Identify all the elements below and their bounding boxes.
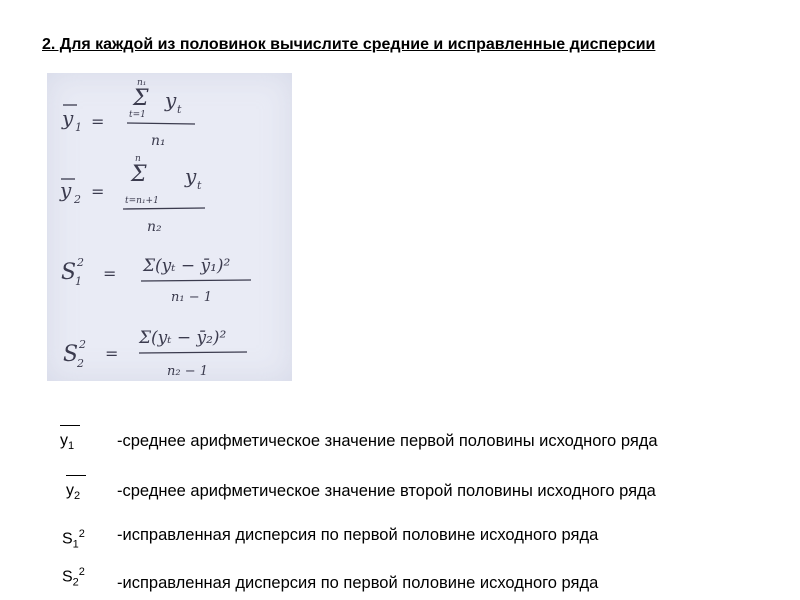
symbol-sup: 2 (78, 528, 85, 540)
formula-s2-denominator: n₂ − 1 (167, 364, 209, 379)
symbol-main: S (62, 568, 73, 586)
formula-y1-summand: y (165, 88, 177, 112)
formula-y1-denominator: n₁ (151, 133, 166, 149)
formula-s2-lhs-sub: 2 (77, 357, 84, 370)
formula-s2-lhs-sup: 2 (79, 338, 86, 351)
definition-text: -исправленная дисперсия по первой половине исходного ряда (117, 526, 599, 544)
formula-y1-lhs-sub: 1 (75, 121, 82, 134)
formula-y1-lhs: y (62, 106, 74, 130)
formula-y2-sum-top: n (135, 154, 141, 164)
definition-symbol (62, 528, 85, 551)
symbol-main: y (60, 432, 68, 449)
formula-s2-numerator: Σ(yₜ − ȳ₂)² (139, 328, 227, 348)
formula-y1-sum-top: n₁ (137, 78, 147, 88)
formula-s1-lhs-sup: 2 (77, 256, 84, 269)
symbol-sub: 1 (72, 538, 79, 551)
formula-s2-lhs: S (63, 342, 79, 367)
overline (66, 475, 86, 476)
formula-mean-second-half (59, 154, 205, 235)
formula-y2-summand-sub: t (197, 179, 202, 192)
definition-row (0, 478, 800, 518)
definition-text: -среднее арифметическое значение первой половины исходного ряда (117, 432, 658, 450)
definition-text: -среднее арифметическое значение второй половины исходного ряда (117, 482, 656, 500)
formula-y2-lhs: y (60, 178, 72, 202)
symbol-sub: 2 (72, 576, 79, 589)
equals-sign: = (91, 112, 105, 131)
formula-variance-second-half (63, 328, 247, 379)
formula-s1-lhs-sub: 1 (75, 275, 82, 288)
formula-y2-summand: y (185, 164, 197, 188)
formula-mean-first-half (61, 78, 195, 149)
definition-row (0, 428, 800, 468)
definition-row (0, 560, 800, 600)
formula-s1-denominator: n₁ − 1 (171, 290, 213, 305)
equals-sign: = (105, 344, 119, 363)
equals-sign: = (91, 182, 105, 201)
formula-s1-lhs: S (61, 260, 77, 285)
formula-y2-sum-bottom: t=n₁+1 (125, 196, 159, 206)
definition-text: -исправленная дисперсия по первой половине исходного ряда (117, 574, 599, 592)
formula-variance-first-half (61, 256, 251, 305)
equals-sign: = (103, 264, 117, 283)
symbol-main: S (62, 530, 73, 548)
sigma-symbol: Σ (133, 86, 149, 111)
definition-symbol (60, 432, 74, 452)
formula-y2-lhs-sub: 2 (74, 193, 81, 206)
symbol-sup: 2 (78, 566, 85, 578)
symbol-sub: 1 (68, 440, 75, 453)
overline (60, 425, 80, 426)
slide-heading: 2. Для каждой из половинок вычислите средние и исправленные дисперсии (42, 36, 656, 53)
definition-symbol (66, 482, 80, 502)
sigma-symbol: Σ (131, 162, 147, 187)
formula-y1-sum-bottom: t=1 (129, 110, 146, 120)
formula-s1-numerator: Σ(yₜ − ȳ₁)² (143, 256, 231, 276)
symbol-main: y (66, 482, 74, 499)
handwritten-formulas-image (47, 73, 292, 381)
formula-y2-denominator: n₂ (147, 219, 162, 235)
definition-row (0, 524, 800, 564)
formula-y1-summand-sub: t (177, 103, 182, 116)
definition-symbol (62, 566, 85, 589)
symbol-sub: 2 (74, 490, 81, 503)
